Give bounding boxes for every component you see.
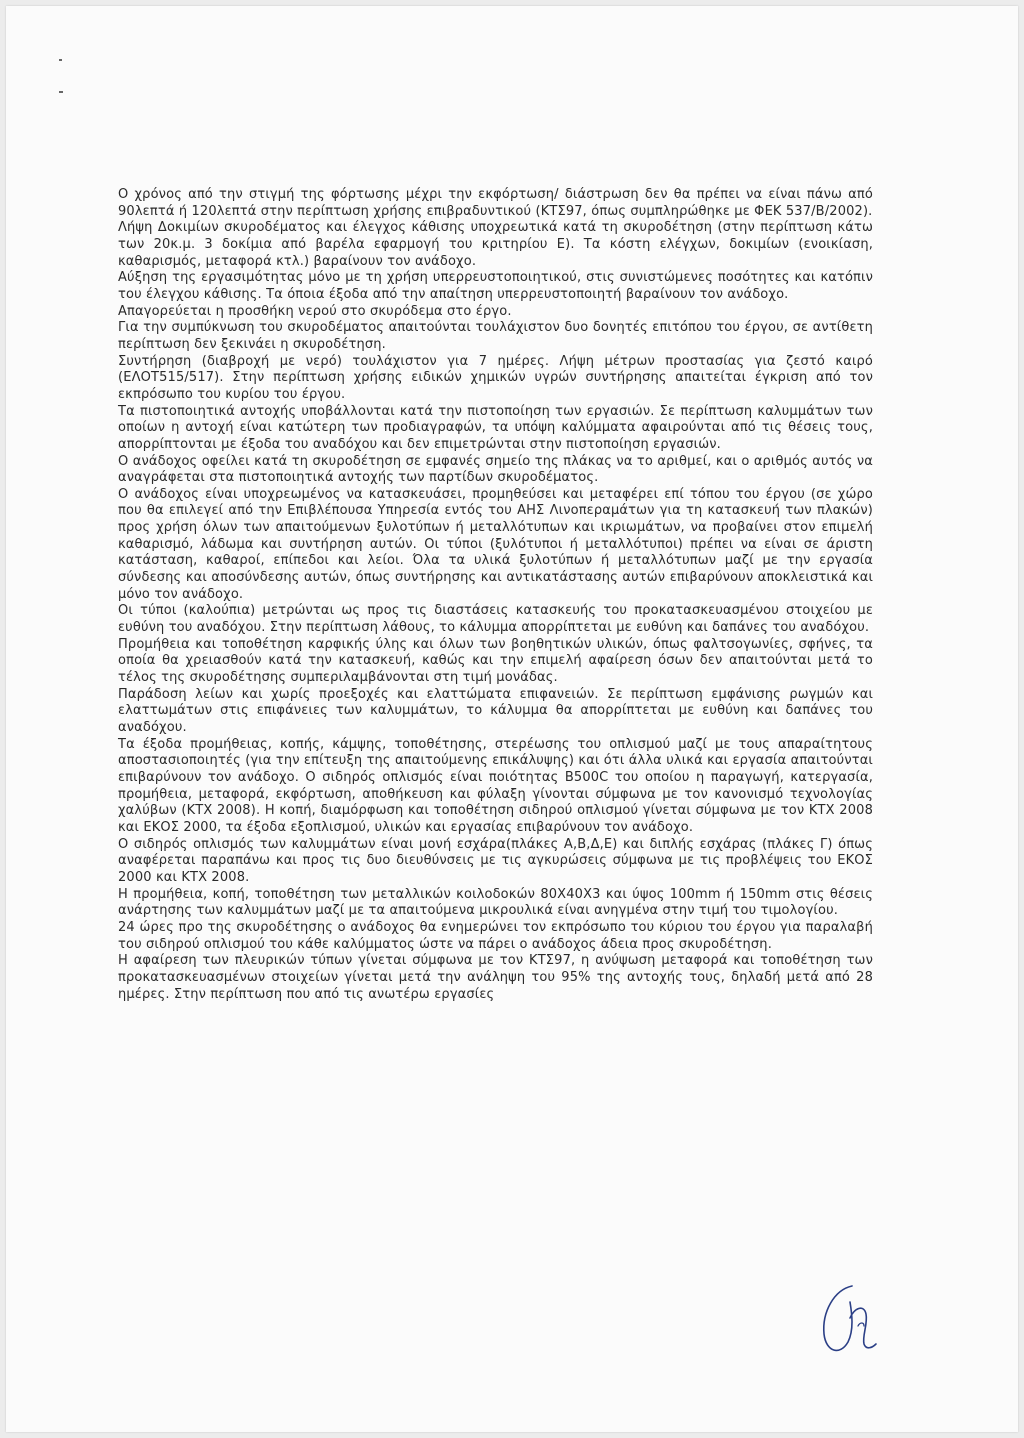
paragraph-formwork: Ο ανάδοχος είναι υποχρεωμένος να κατασκευάσει, προμηθεύσει και μεταφέρει επί τόπου του έργου (σε χώρο που θα επιλεγεί από την Επιβλέπουσα Υπηρεσία εντός του ΑΗΣ Λινοπεραμάτων για τη κατασκευή των πλακών) προς χρήση όλων των απαιτούμενων ξυλοτύπων ή μεταλλότυπων και ικριωμάτων, να προβαίνει στον επιμελή καθαρισμό, λάδωμα και συντήρηση αυτών. Οι τύποι (ξυλότυποι ή μεταλλότυποι) πρέπει να είναι σε άριστη κατάσταση, καθαροί, επίπεδοι και λείοι. Όλα τα υλικά ξυλοτύπων ή μεταλλότυπων μαζί με την εργασία σύνδεσης και αποσύνδεσης αυτών, όπως συντήρησης και αντικατάστασης αυτών επιβαρύνουν αποκλειστικά και μόνο τον ανάδοχο. bbox=[118, 486, 873, 602]
paragraph-curing: Συντήρηση (διαβροχή με νερό) τουλάχιστον για 7 ημέρες. Λήψη μέτρων προστασίας για ζεστό καιρό (ΕΛΟΤ515/517). Στην περίπτωση χρήσης ειδικών χημικών υγρών συντήρησης απαιτείται έγκριση από τον εκπρόσωπο του κυρίου του έργου. bbox=[118, 353, 873, 402]
paragraph-specimens: Λήψη Δοκιμίων σκυροδέματος και έλεγχος κάθισης υποχρεωτικά κατά τη σκυροδέτηση (στην περίπτωση κάτω των 20κ.μ. 3 δοκίμια από βαρέλα εφαρμογή του κριτηρίου Ε). Τα κόστη ελέγχων, δοκιμίων (ενοικίαση, καθαρισμός, μεταφορά κτλ.) βαραίνουν τον ανάδοχο. bbox=[118, 220, 873, 269]
paragraph-steel-mesh: Ο σιδηρός οπλισμός των καλυμμάτων είναι μονή εσχάρα(πλάκες Α,Β,Δ,Ε) και διπλής εσχάρας (πλάκες Γ) όπως αναφέρεται παραπάνω και προς τις δυο διευθύνσεις με τις αγκυρώσεις σύμφωνα με τις προβλέψεις του ΕΚΟΣ 2000 και ΚΤΧ 2008. bbox=[118, 836, 873, 885]
paragraph-molds: Οι τύποι (καλούπια) μετρώνται ως προς τις διαστάσεις κατασκευής του προκατασκευασμένου στοιχείου με ευθύνη του αναδόχου. Στην περίπτωση λάθους, το κάλυμμα απορρίπτεται με ευθύνη και δαπάνες του αναδόχου. bbox=[118, 603, 873, 636]
paragraph-materials: Προμήθεια και τοποθέτηση καρφικής ύλης και όλων των βοηθητικών υλικών, όπως φαλτσογωνίες, σφήνες, τα οποία θα χρειασθούν κατά την κατασκευή, καθώς και την επιμελή αφαίρεση όσων δεν απαιτούνται μετά το τέλος της σκυροδέτησης συμπεριλαμβάνονται στη τιμή μονάδας. bbox=[118, 636, 873, 686]
paragraph-workability: Αύξηση της εργασιμότητας μόνο με τη χρήση υπερρευστοποιητικού, στις συνιστώμενες ποσότητες και κατόπιν του έλεγχου κάθισης. Τα όποια έξοδα από την απαίτηση υπερρευστοποιητή βαραίνουν τον ανάδοχο. bbox=[118, 270, 873, 302]
paragraph-surfaces: Παράδοση λείων και χωρίς προεξοχές και ελαττώματα επιφανειών. Σε περίπτωση εμφάνισης ρωγμών και ελαττωμάτων στις επιφάνειες των καλυμμάτων, το κάλυμμα θα απορρίπτεται με ευθύνη και δαπάνες του αναδόχου. bbox=[118, 686, 873, 735]
paragraph-form-removal: Η αφαίρεση των πλευρικών τύπων γίνεται σύμφωνα με τον ΚΤΣ97, η ανύψωση μεταφορά και τοποθέτηση των προκατασκευασμένων στοιχείων γίνεται μετά την ανάληψη του 95% της αντοχής τους, δηλαδή μετά από 28 ημέρες. Στην περίπτωση που από τις ανωτέρω εργασίες bbox=[118, 953, 873, 1002]
paragraph-hollow-beams: Η προμήθεια, κοπή, τοποθέτηση των μεταλλικών κοιλοδοκών 80Χ40Χ3 και ύψος 100mm ή 150mm στις θέσεις ανάρτησης των καλυμμάτων μαζί με τα απαιτούμενα μικρουλικά είναι ανηγμένα στην τιμή του τιμολογίου. bbox=[118, 886, 873, 919]
paragraph-certificates: Τα πιστοποιητικά αντοχής υποβάλλονται κατά την πιστοποίηση των εργασιών. Σε περίπτωση καλυμμάτων των οποίων η αντοχή είναι κατώτερη των προδιαγραφών, τα υπόψη καλύμματα αφαιρούνται από τις θέσεις τους, απορρίπτονται με έξοδα του αναδόχου και δεν επιμετρώνται στην πιστοποίηση εργασιών. bbox=[118, 403, 873, 452]
scan-speck bbox=[59, 91, 63, 93]
document-body bbox=[118, 187, 873, 1003]
paragraph-delivery-time: Ο χρόνος από την στιγμή της φόρτωσης μέχρι την εκφόρτωση/ διάστρωση δεν θα πρέπει να είναι πάνω από 90λεπτά ή 120λεπτά στην περίπτωση χρήσης επιβραδυντικού (ΚΤΣ97, όπως συμπληρώθηκε με ΦΕΚ 537/Β/2002). bbox=[118, 187, 873, 219]
document-page bbox=[6, 6, 1018, 1432]
scan-speck bbox=[59, 59, 62, 61]
paragraph-notice: 24 ώρες προ της σκυροδέτησης ο ανάδοχος θα ενημερώνει τον εκπρόσωπο του κύριου του έργου για παραλαβή του σιδηρού οπλισμού του κάθε καλύμματος ώστε να πάρει ο ανάδοχος άδεια προς σκυροδέτηση. bbox=[118, 919, 873, 952]
paragraph-no-water: Απαγορεύεται η προσθήκη νερού στο σκυρόδεμα στο έργο. bbox=[118, 303, 512, 319]
paragraph-reinforcement: Τα έξοδα προμήθειας, κοπής, κάμψης, τοποθέτησης, στερέωσης του οπλισμού μαζί με τους απαραίτητους αποστασιοποιητές (για την επίτευξη της απαιτούμενης επικάλυψης) και ότι άλλα υλικά και εργασία απαιτούνται επιβαρύνουν τον ανάδοχο. Ο σιδηρός οπλισμός είναι ποιότητας Β500C του οποίου η παραγωγή, κατεργασία, προμήθεια, μεταφορά, εκφόρτωση, αποθήκευση και φύλαξη γίνονται σύμφωνα με τον κανονισμό τεχνολογίας χαλύβων (ΚΤΧ 2008). Η κοπή, διαμόρφωση και τοποθέτηση σιδηρού οπλισμού γίνεται σύμφωνα με τον ΚΤΧ 2008 και ΕΚΟΣ 2000, τα έξοδα εξοπλισμού, υλικών και εργασίας επιβαρύνουν τον ανάδοχο. bbox=[118, 736, 873, 835]
paragraph-vibrators: Για την συμπύκνωση του σκυροδέματος απαιτούνται τουλάχιστον δυο δονητές επιτόπου του έργου, σε αντίθετη περίπτωση δεν ξεκινάει η σκυροδέτηση. bbox=[118, 320, 873, 352]
paragraph-numbering: Ο ανάδοχος οφείλει κατά τη σκυροδέτηση σε εμφανές σημείο της πλάκας να το αριθμεί, και ο αριθμός αυτός να αναγράφεται στα πιστοποιητικά αντοχής των παρτίδων σκυροδέματος. bbox=[118, 453, 873, 486]
signature-icon bbox=[814, 1278, 884, 1358]
